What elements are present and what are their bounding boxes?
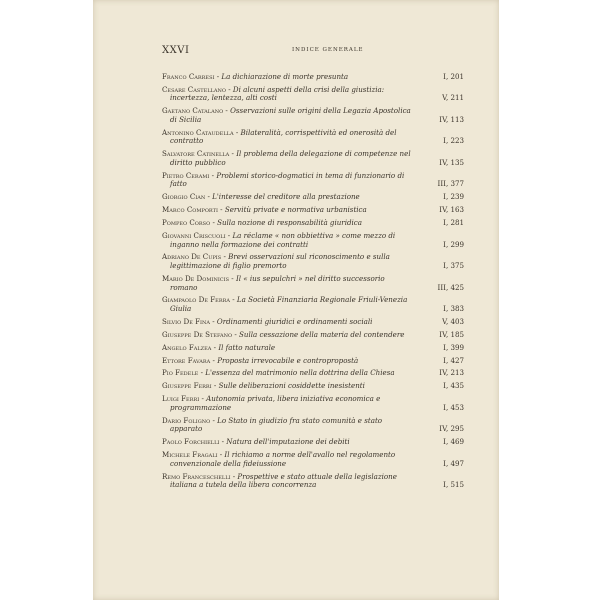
entry-page-ref: I, 383 bbox=[443, 304, 464, 314]
entry-separator: - bbox=[210, 415, 218, 425]
entry-page-ref: I, 375 bbox=[443, 261, 464, 271]
entry-author: Giuseppe Ferri bbox=[162, 381, 212, 391]
entry-title: L'interesse del creditore alla prestazione bbox=[212, 192, 360, 202]
index-entry bbox=[162, 232, 464, 249]
entry-title: Il problema della delegazione di competenze nel diritto pubblico bbox=[170, 149, 411, 167]
entry-author: Remo Franceschelli bbox=[162, 471, 231, 481]
entry-title: Sulla cessazione della materia del contendere bbox=[239, 329, 405, 339]
entry-text bbox=[162, 331, 420, 340]
entry-author: Silvio De Fina bbox=[162, 316, 210, 326]
entry-title: Proposta irrevocabile e contropropostà bbox=[217, 355, 359, 365]
index-entry bbox=[162, 150, 464, 167]
entry-page-ref: V, 211 bbox=[442, 93, 464, 103]
entry-author: Dario Foligno bbox=[162, 415, 211, 425]
entry-text bbox=[162, 193, 420, 202]
entry-title: Ordinamenti giuridici e ordinamenti sociali bbox=[216, 316, 373, 326]
index-entry bbox=[162, 107, 464, 124]
index-entry bbox=[162, 193, 464, 202]
entry-author: Angelo Falzea bbox=[162, 342, 212, 352]
index-entry bbox=[162, 369, 464, 378]
entry-author: Franco Carresi bbox=[162, 72, 215, 81]
entry-author: Giovanni Criscuoli bbox=[162, 230, 226, 240]
entry-author: Giampaolo De Ferra bbox=[162, 295, 230, 305]
entry-text bbox=[162, 318, 420, 327]
index-entry bbox=[162, 438, 464, 447]
entry-page-ref: I, 281 bbox=[443, 218, 464, 228]
entry-author: Marco Comporti bbox=[162, 205, 218, 215]
entry-author: Cesare Castellano bbox=[162, 84, 226, 94]
entry-title: Il richiamo a norme dell'avallo nel regolamento convenzionale della fideiussione bbox=[170, 450, 396, 468]
entry-text bbox=[162, 275, 420, 292]
entry-title: Problemi storico-dogmatici in tema di funzionario di fatto bbox=[170, 170, 405, 189]
entry-title: La réclame « non obbiettiva » come mezzo di inganno nella formazione dei contratti bbox=[170, 230, 396, 249]
entry-title: Di alcuni aspetti della crisi della giustizia: incertezza, lentezza, alti costi bbox=[170, 84, 385, 103]
entry-separator: - bbox=[209, 316, 217, 326]
entry-text bbox=[162, 369, 420, 378]
entry-author: Antonino Cataudella bbox=[162, 127, 234, 137]
entry-title: Lo Stato in giudizio fra stato comunità e stato apparato bbox=[170, 415, 383, 434]
index-entry bbox=[162, 296, 464, 313]
entry-text bbox=[162, 382, 420, 391]
entry-separator: - bbox=[209, 170, 217, 180]
entry-page-ref: I, 515 bbox=[443, 480, 464, 490]
entry-title: Prospettive e stato attuale della legislazione italiana a tutela della libera concorrenza bbox=[170, 471, 397, 490]
entry-separator: - bbox=[223, 106, 231, 116]
index-entry bbox=[162, 344, 464, 353]
entry-text bbox=[162, 206, 420, 215]
entry-title: La Società Finanziaria Regionale Friuli-Venezia Giulia bbox=[170, 295, 408, 314]
index-entry bbox=[162, 417, 464, 434]
entry-text bbox=[162, 473, 420, 490]
entry-separator: - bbox=[230, 471, 238, 481]
index-entry bbox=[162, 318, 464, 327]
index-entry bbox=[162, 473, 464, 490]
index-entry bbox=[162, 357, 464, 366]
entry-author: Giorgio Cian bbox=[162, 192, 206, 202]
entry-title: Servitù private e normativa urbanistica bbox=[224, 205, 367, 215]
page-header bbox=[162, 45, 432, 57]
entry-separator: - bbox=[225, 230, 233, 240]
entry-title: La dichiarazione di morte presunta bbox=[221, 72, 349, 81]
entry-page-ref: IV, 185 bbox=[439, 329, 464, 339]
entry-author: Pietro Cerami bbox=[162, 170, 210, 180]
entry-author: Paolo Forchielli bbox=[162, 437, 220, 447]
entry-text bbox=[162, 253, 420, 270]
entry-separator: - bbox=[210, 218, 218, 228]
index-entry bbox=[162, 331, 464, 340]
entry-page-ref: I, 201 bbox=[443, 72, 464, 81]
entry-author: Pompeo Corso bbox=[162, 218, 211, 228]
index-entry bbox=[162, 275, 464, 292]
entry-separator: - bbox=[210, 355, 218, 365]
entry-author: Luigi Ferri bbox=[162, 394, 200, 404]
entry-text bbox=[162, 172, 420, 189]
entry-text bbox=[162, 296, 420, 313]
entry-page-ref: IV, 163 bbox=[439, 205, 464, 215]
entry-title: Il « ius sepulchri » nel diritto successorio romano bbox=[170, 273, 385, 292]
entry-page-ref: I, 299 bbox=[443, 239, 464, 249]
entry-title: Il fatto naturale bbox=[218, 342, 276, 352]
entry-separator: - bbox=[199, 394, 207, 404]
index-entry bbox=[162, 73, 464, 82]
entry-separator: - bbox=[221, 252, 229, 262]
entry-text bbox=[162, 417, 420, 434]
entry-title: Brevi osservazioni sul riconoscimento e sulla legittimazione di figlio premorto bbox=[170, 252, 390, 271]
entry-author: Gaetano Catalano bbox=[162, 106, 224, 116]
entry-page-ref: III, 425 bbox=[437, 282, 464, 292]
entry-separator: - bbox=[217, 205, 225, 215]
entry-page-ref: I, 427 bbox=[443, 355, 464, 365]
running-title: INDICE GENERALE bbox=[292, 47, 364, 53]
entry-page-ref: I, 469 bbox=[443, 437, 464, 447]
entry-author: Michele Fragali bbox=[162, 450, 218, 460]
entry-title: Bilateralità, corrispettività ed onerosità del contratto bbox=[170, 127, 397, 146]
entry-author: Pio Fedele bbox=[162, 368, 199, 378]
entry-text bbox=[162, 395, 420, 412]
entry-separator: - bbox=[211, 381, 219, 391]
entry-author: Adriano De Cupis bbox=[162, 252, 222, 262]
entry-title: Osservazioni sulle origini della Legazia Apostolica di Sicilia bbox=[170, 106, 411, 124]
entry-text bbox=[162, 129, 420, 146]
entry-text bbox=[162, 219, 420, 228]
entry-page-ref: III, 377 bbox=[437, 179, 464, 189]
book-page bbox=[93, 0, 499, 600]
entry-page-ref: IV, 295 bbox=[439, 424, 464, 434]
entry-separator: - bbox=[214, 72, 222, 81]
entry-text bbox=[162, 438, 420, 447]
index-entry bbox=[162, 129, 464, 146]
entry-page-ref: I, 435 bbox=[443, 381, 464, 391]
entry-separator: - bbox=[229, 295, 237, 305]
entry-text bbox=[162, 73, 420, 82]
entry-separator: - bbox=[229, 149, 237, 159]
entry-separator: - bbox=[232, 329, 240, 339]
index-entry bbox=[162, 451, 464, 468]
entry-page-ref: I, 239 bbox=[443, 192, 464, 202]
entry-separator: - bbox=[217, 450, 225, 460]
entry-page-ref: IV, 135 bbox=[439, 157, 464, 167]
page-number: XXVI bbox=[162, 45, 190, 56]
entry-separator: - bbox=[219, 437, 227, 447]
entry-page-ref: V, 403 bbox=[442, 316, 464, 326]
entry-author: Salvatore Catinella bbox=[162, 149, 230, 159]
entry-title: L'essenza del matrimonio nella dottrina della Chiesa bbox=[205, 368, 395, 378]
entry-text bbox=[162, 107, 420, 124]
entry-title: Sulle deliberazioni cosiddette inesistenti bbox=[218, 381, 365, 391]
entry-title: Autonomia privata, libera iniziativa economica e programmazione bbox=[170, 394, 381, 412]
entry-separator: - bbox=[225, 84, 233, 94]
entry-page-ref: I, 399 bbox=[443, 342, 464, 352]
entry-page-ref: IV, 213 bbox=[439, 368, 464, 378]
entry-page-ref: I, 453 bbox=[443, 402, 464, 412]
entry-separator: - bbox=[205, 192, 213, 202]
entry-text bbox=[162, 150, 420, 167]
index-entry bbox=[162, 395, 464, 412]
entry-author: Giuseppe De Stefano bbox=[162, 329, 233, 339]
entry-text bbox=[162, 357, 420, 366]
index-entry bbox=[162, 86, 464, 103]
index-entry bbox=[162, 219, 464, 228]
entry-page-ref: IV, 113 bbox=[439, 114, 464, 124]
index-list bbox=[162, 73, 464, 494]
entry-title: Sulla nozione di responsabilità giuridica bbox=[217, 218, 362, 228]
entry-text bbox=[162, 232, 420, 249]
entry-page-ref: I, 497 bbox=[443, 458, 464, 468]
entry-separator: - bbox=[229, 273, 236, 283]
entry-text bbox=[162, 344, 420, 353]
entry-page-ref: I, 223 bbox=[443, 136, 464, 146]
entry-author: Ettore Favara bbox=[162, 355, 211, 365]
entry-text bbox=[162, 86, 420, 103]
index-entry bbox=[162, 382, 464, 391]
index-entry bbox=[162, 172, 464, 189]
entry-title: Natura dell'imputazione dei debiti bbox=[226, 437, 350, 447]
entry-separator: - bbox=[211, 342, 219, 352]
entry-author: Mario De Dominicis bbox=[162, 273, 230, 283]
entry-separator: - bbox=[233, 127, 241, 137]
entry-separator: - bbox=[198, 368, 206, 378]
index-entry bbox=[162, 206, 464, 215]
entry-text bbox=[162, 451, 420, 468]
index-entry bbox=[162, 253, 464, 270]
